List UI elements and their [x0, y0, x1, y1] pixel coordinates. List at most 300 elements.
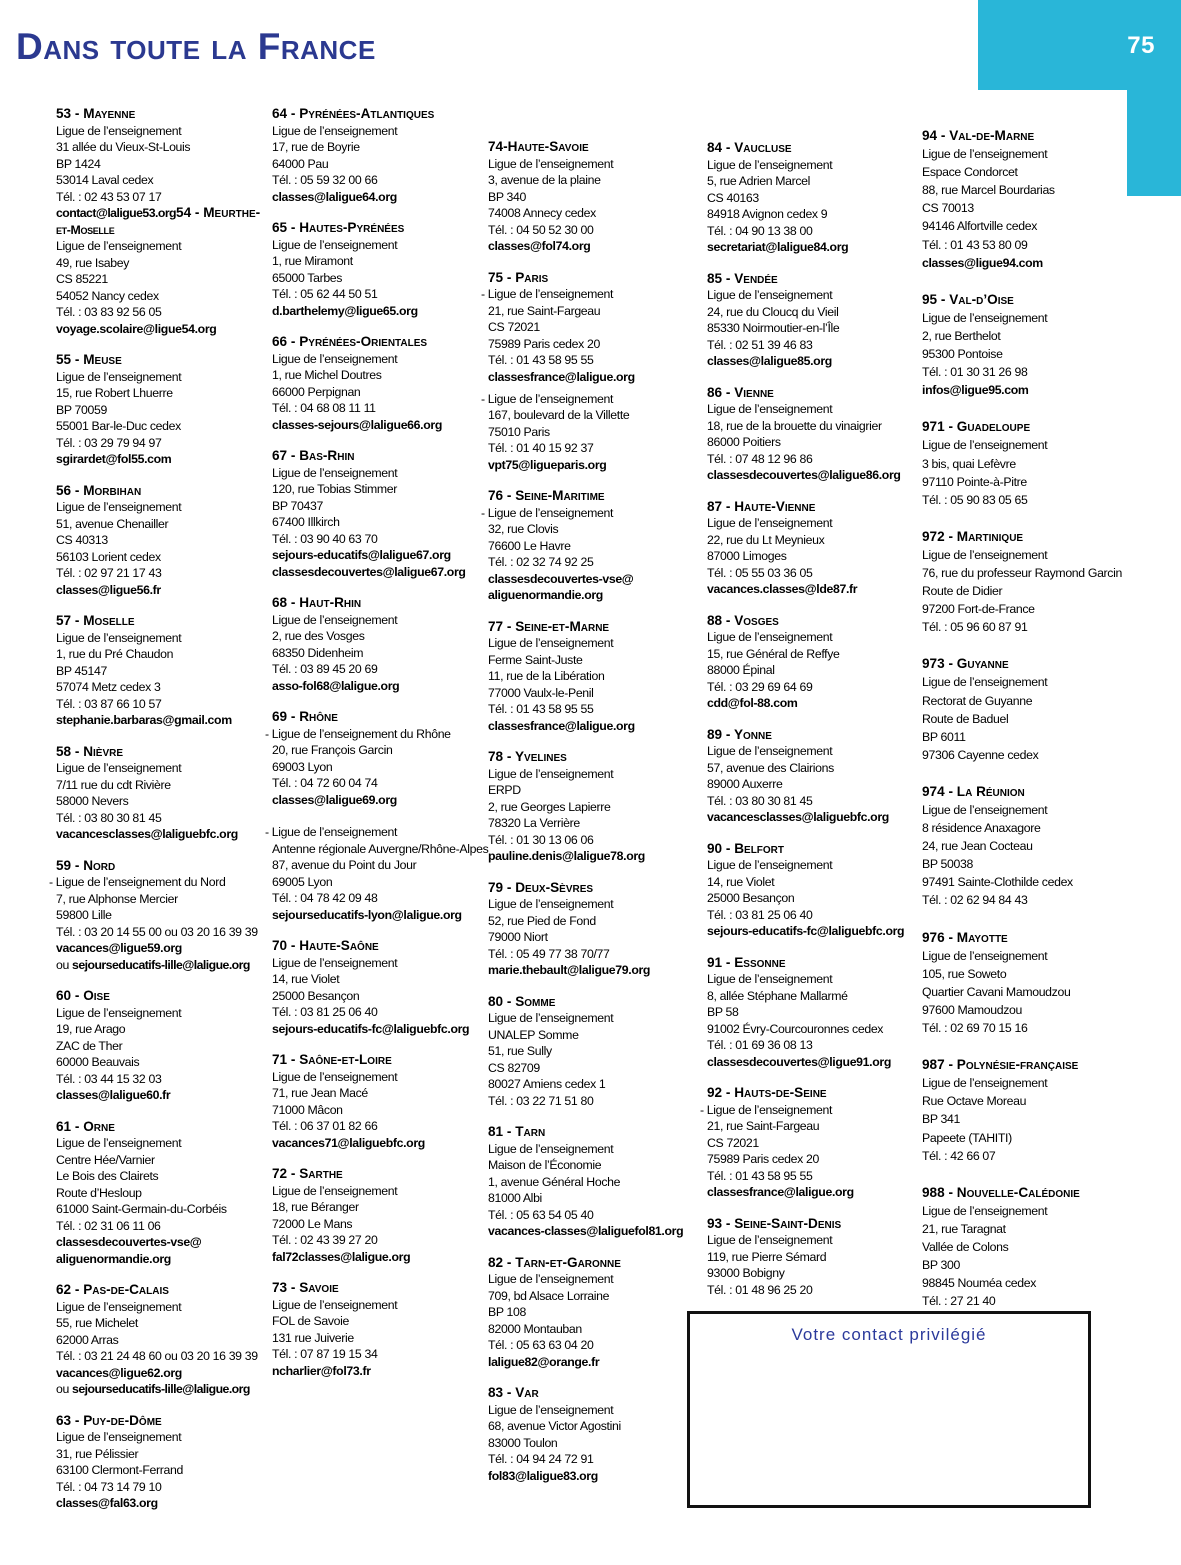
directory-entry [922, 783, 1135, 910]
directory-entry [700, 1085, 920, 1201]
entry-line: FOL de Savoie [272, 1314, 350, 1328]
entry-line: UNALEP Somme [488, 1027, 579, 1042]
entry-line: Ligue de l’enseignement [922, 675, 1048, 690]
entry-title: 971 - Guadeloupe [922, 419, 1031, 435]
entry-line: classesdecouvertes-vse@ [56, 1235, 202, 1249]
entry-line: 85330 Noirmoutier-en-l’Île [707, 321, 840, 335]
entry-line: 8 résidence Anaxagore [922, 821, 1041, 836]
entry-line: 97306 Cayenne cedex [922, 747, 1039, 762]
entry-line: vacancesclasses@laliguebfc.org [56, 827, 238, 841]
entry-line: classes@laligue85.org [707, 354, 832, 368]
entry-line: Tél. : 02 43 39 27 20 [272, 1233, 378, 1247]
entry-title: 88 - Vosges [707, 612, 779, 628]
entry-line: 2, rue Berthelot [922, 328, 1001, 343]
entry-title: 80 - Somme [488, 993, 556, 1009]
entry-line: 1, rue Miramont [272, 254, 353, 268]
directory-entry [922, 418, 1135, 508]
entry-line: sejourseducatifs-lyon@laligue.org [272, 907, 462, 922]
entry-line: 31, rue Pélissier [56, 1446, 139, 1461]
directory-entry [488, 994, 701, 1110]
entry-line: Ligue de l’enseignement [922, 438, 1048, 453]
entry-title: 57 - Moselle [56, 613, 135, 628]
entry-line: vacancesclasses@laliguebfc.org [707, 810, 889, 824]
entry-line: ERPD [488, 783, 521, 798]
entry-line: BP 50038 [922, 857, 973, 872]
directory-entry [56, 106, 269, 337]
entry-line: classes@laligue60.fr [56, 1088, 171, 1102]
directory-entry [56, 988, 269, 1104]
entry-line: Tél. : 03 87 66 10 57 [56, 696, 162, 711]
entry-line: Tél. : 03 29 69 64 69 [707, 679, 813, 694]
entry-line: - Ligue de l’enseignement [481, 287, 614, 301]
entry-title: 81 - Tarn [488, 1124, 546, 1140]
entry-line: vacances-classes@laliguefol81.org [488, 1224, 684, 1239]
entry-line: Ligue de l’enseignement [707, 1233, 833, 1247]
entry-title: 987 - Polynésie-française [922, 1057, 1079, 1073]
entry-line: Tél. : 03 20 14 55 00 ou 03 20 16 39 39 [56, 924, 258, 939]
directory-entry [272, 334, 485, 433]
entry-line: BP 6011 [922, 729, 966, 744]
entry-line: Ligue de l’enseignement [56, 761, 182, 775]
entry-line: Ligue de l’enseignement [272, 1297, 398, 1312]
entry-line: CS 72021 [707, 1135, 759, 1150]
entry-line: Tél. : 07 87 19 15 34 [272, 1347, 378, 1361]
entry-line: Ligue de l’enseignement [56, 1136, 182, 1150]
entry-line: - Ligue de l’enseignement du Rhône [265, 726, 451, 741]
entry-line: CS 70013 [922, 201, 974, 216]
directory-entry [707, 385, 920, 484]
entry-line [56, 957, 269, 974]
entry-line: Tél. : 05 96 60 87 91 [922, 620, 1028, 635]
contact-box [687, 1311, 1091, 1508]
entry-line: 1, avenue Général Hoche [488, 1174, 621, 1189]
entry-title: 988 - Nouvelle-Calédonie [922, 1184, 1080, 1200]
entry-line: Tél. : 04 50 52 30 00 [488, 222, 594, 237]
entry-line: Tél. : 04 78 42 09 48 [272, 891, 378, 905]
entry-line: Tél. : 01 43 58 95 55 [488, 702, 594, 717]
entry-title: 84 - Vaucluse [707, 140, 792, 155]
entry-line: BP 58 [707, 1005, 739, 1019]
entry-title: 972 - Martinique [922, 528, 1024, 544]
entry-line: classesdecouvertes@ligue91.org [707, 1054, 891, 1069]
entry-title: 86 - Vienne [707, 384, 774, 400]
entry-line: Tél. : 01 40 15 92 37 [488, 441, 594, 456]
column-3 [481, 139, 701, 1499]
directory-entry [707, 1216, 920, 1299]
entry-line: classes@ligue56.fr [56, 582, 161, 597]
entry-line: 24, rue du Cloucq du Vieil [707, 304, 839, 319]
entry-line: 69003 Lyon [272, 759, 333, 774]
entry-line: Tél. : 42 66 07 [922, 1148, 996, 1163]
entry-line: 19, rue Arago [56, 1022, 126, 1036]
entry-line: 88, rue Marcel Bourdarias [922, 183, 1055, 198]
entry-line: 88000 Épinal [707, 663, 775, 677]
entry-line: 61000 Saint-Germain-du-Corbéis [56, 1202, 227, 1216]
entry-line: 51, avenue Chenailler [56, 516, 169, 531]
entry-title: 61 - Orne [56, 1118, 115, 1134]
directory-entry [481, 488, 701, 604]
entry-line: 75989 Paris cedex 20 [488, 336, 600, 351]
entry-title: 94 - Val-de-Marne [922, 128, 1035, 143]
entry-line: stephanie.barbaras@gmail.com [56, 713, 232, 727]
entry-line: Tél. : 02 69 70 15 16 [922, 1021, 1028, 1036]
entry-line: 80027 Amiens cedex 1 [488, 1077, 606, 1092]
entry-line: Tél. : 27 21 40 [922, 1294, 996, 1309]
entry-line: 21, rue Saint-Fargeau [488, 303, 601, 318]
entry-line: Tél. : 05 55 03 36 05 [707, 565, 813, 580]
entry-line: 14, rue Violet [707, 874, 775, 889]
entry-line: Tél. : 03 81 25 06 40 [272, 1005, 378, 1019]
entry-title: 82 - Tarn-et-Garonne [488, 1254, 621, 1270]
entry-line: vacances@ligue62.org [56, 1365, 182, 1380]
entry-title: 65 - Hautes-Pyrénées [272, 220, 405, 235]
entry-line: 25000 Besançon [272, 988, 360, 1003]
entry-line: 21, rue Saint-Fargeau [707, 1119, 820, 1133]
directory-entry [922, 1184, 1135, 1311]
entry-line [56, 205, 269, 222]
entry-line: Ligue de l’enseignement [707, 402, 833, 416]
directory-entry [481, 269, 701, 474]
entry-line: Tél. : 03 90 40 63 70 [272, 531, 378, 546]
directory-entry [272, 938, 485, 1037]
entry-line: 97491 Sainte-Clothilde cedex [922, 875, 1073, 890]
entry-line: 74008 Annecy cedex [488, 206, 596, 220]
directory-entry [56, 1282, 269, 1398]
entry-line: 87000 Limoges [707, 549, 787, 563]
directory-entry [272, 448, 485, 580]
entry-line: BP 108 [488, 1305, 527, 1320]
entry-line: 1, rue du Pré Chaudon [56, 647, 174, 661]
column-5 [922, 127, 1135, 1329]
entry-line: Ligue de l’enseignement [488, 1272, 614, 1287]
entry-line: CS 72021 [488, 320, 540, 334]
entry-line: 76, rue du professeur Raymond Garcin [922, 565, 1122, 580]
entry-line: asso-fol68@laligue.org [272, 678, 400, 693]
directory-entry [922, 127, 1135, 272]
entry-line: ncharlier@fol73.fr [272, 1363, 371, 1378]
entry-line: BP 70437 [272, 498, 323, 513]
inline-text: sejourseducatifs-lille@laligue.org [72, 957, 250, 972]
entry-line: Tél. : 02 43 53 07 17 [56, 189, 162, 204]
entry-line: 24, rue Jean Cocteau [922, 839, 1033, 854]
directory-entry [707, 140, 920, 256]
entry-line: Ligue de l’enseignement [56, 123, 182, 138]
entry-line: 11, rue de la Libération [488, 669, 605, 684]
entry-line: 94146 Alfortville cedex [922, 219, 1037, 234]
entry-title: 59 - Nord [56, 857, 116, 873]
entry-title: 79 - Deux-Sèvres [488, 879, 594, 895]
entry-line: Tél. : 02 32 74 92 25 [488, 555, 594, 570]
entry-line: Tél. : 05 63 63 04 20 [488, 1338, 594, 1353]
entry-line: 105, rue Soweto [922, 966, 1007, 981]
entry-line: Ligue de l’enseignement [56, 1299, 182, 1314]
entry-line: 2, rue des Vosges [272, 629, 365, 643]
entry-line: Tél. : 03 22 71 51 80 [488, 1093, 594, 1108]
inline-text: contact@laligue53.org [56, 206, 177, 220]
entry-line: 18, rue Béranger [272, 1200, 359, 1214]
directory-entry [265, 709, 489, 923]
entry-line: 65000 Tarbes [272, 270, 343, 285]
entry-line: Tél. : 01 48 96 25 20 [707, 1282, 813, 1297]
entry-line: Tél. : 03 80 30 81 45 [56, 810, 162, 825]
entry-title: 91 - Essonne [707, 954, 786, 970]
entry-line: laligue82@orange.fr [488, 1354, 600, 1369]
entry-line: Tél. : 01 30 31 26 98 [922, 365, 1028, 380]
entry-line: Ligue de l’enseignement [56, 630, 182, 645]
entry-line: cdd@fol-88.com [707, 696, 798, 710]
directory-entry [56, 744, 269, 843]
directory-entry [56, 1119, 269, 1268]
page-title: Dans toute la France [16, 26, 376, 67]
entry-line: ZAC de Ther [56, 1038, 123, 1053]
entry-title: 64 - Pyrénées-Atlantiques [272, 106, 435, 121]
entry-line: 8, allée Stéphane Mallarmé [707, 988, 848, 1003]
entry-line: Tél. : 05 90 83 05 65 [922, 492, 1028, 507]
entry-line: BP 341 [922, 1112, 961, 1127]
directory-entry [272, 1280, 485, 1379]
entry-line: 68350 Didenheim [272, 645, 364, 660]
entry-line: 72000 Le Mans [272, 1216, 353, 1231]
entry-line: 32, rue Clovis [488, 522, 559, 537]
entry-line: classesfrance@laligue.org [488, 369, 635, 384]
entry-line: sgirardet@fol55.com [56, 452, 172, 466]
entry-line: sejours-educatifs-fc@laliguebfc.org [707, 924, 905, 938]
entry-line: classes-sejours@laligue66.org [272, 417, 442, 432]
entry-line: Tél. : 03 89 45 20 69 [272, 662, 378, 676]
contact-box-label: Votre contact privilégié [791, 1325, 987, 1344]
entry-title: 83 - Var [488, 1385, 539, 1401]
entry-line: Ligue de l’enseignement [707, 972, 833, 986]
entry-line: 68, avenue Victor Agostini [488, 1419, 621, 1434]
entry-title: 75 - Paris [488, 269, 549, 285]
entry-line [56, 1381, 269, 1398]
entry-line: classesfrance@laligue.org [488, 718, 635, 733]
entry-line: 79000 Niort [488, 930, 548, 945]
entry-line: Tél. : 04 68 08 11 11 [272, 401, 376, 415]
entry-line: 1, rue Michel Doutres [272, 368, 382, 382]
entry-line: 67400 Illkirch [272, 515, 340, 529]
entry-line: 97600 Mamoudzou [922, 1002, 1023, 1017]
entry-line: 54052 Nancy cedex [56, 288, 159, 303]
entry-title: 62 - Pas-de-Calais [56, 1282, 169, 1297]
entry-line: 7, rue Alphonse Mercier [56, 891, 178, 906]
entry-line: pauline.denis@laligue78.org [488, 849, 645, 864]
directory-entry [488, 880, 701, 979]
entry-line: 17, rue de Boyrie [272, 140, 360, 154]
entry-line: 98845 Nouméa cedex [922, 1276, 1037, 1291]
entry-line: 2, rue Georges Lapierre [488, 799, 611, 814]
entry-title: 68 - Haut-Rhin [272, 595, 362, 610]
directory-entry [488, 1255, 701, 1371]
entry-line: 7/11 rue du cdt Rivière [56, 777, 171, 792]
directory-entry [272, 595, 485, 694]
directory-entry [56, 613, 269, 729]
entry-line: Tél. : 05 63 54 05 40 [488, 1207, 594, 1222]
entry-line: 14, rue Violet [272, 972, 340, 986]
entry-line: Papeete (TAHITI) [922, 1130, 1012, 1145]
corner-band-tail [1127, 0, 1181, 196]
directory-entry [707, 841, 920, 940]
entry-line: Route d’Hesloup [56, 1185, 142, 1200]
entry-title: 66 - Pyrénées-Orientales [272, 334, 428, 349]
entry-line: 53014 Laval cedex [56, 173, 154, 187]
entry-title: 93 - Seine-Saint-Denis [707, 1215, 842, 1231]
entry-line: Ligue de l’enseignement [56, 239, 182, 253]
directory-entry [707, 499, 920, 598]
entry-line: 91002 Évry-Courcouronnes cedex [707, 1021, 884, 1036]
directory-entry [922, 655, 1135, 764]
inline-text: ou [56, 1382, 73, 1396]
entry-line: 55, rue Michelet [56, 1316, 138, 1330]
entry-line: BP 70059 [56, 402, 107, 417]
entry-line: fol83@laligue83.org [488, 1468, 598, 1483]
entry-line: Ligue de l’enseignement [272, 237, 398, 252]
entry-line: Ligue de l’enseignement [707, 157, 833, 172]
entry-line: Ligue de l’enseignement [488, 1141, 614, 1156]
entry-line: Tél. : 02 97 21 17 43 [56, 566, 162, 580]
entry-line: Route de Baduel [922, 711, 1009, 726]
entry-line: BP 300 [922, 1258, 961, 1273]
entry-line: Ligue de l’enseignement [488, 156, 614, 171]
entry-line: 66000 Perpignan [272, 384, 361, 399]
entry-title: 90 - Belfort [707, 840, 785, 856]
entry-title: 60 - Oise [56, 988, 110, 1003]
entry-title: 976 - Mayotte [922, 929, 1008, 945]
entry-title: 71 - Saône-et-Loire [272, 1052, 392, 1067]
entry-line: classes@fol74.org [488, 239, 591, 253]
entry-line: 87, avenue du Point du Jour [272, 858, 417, 872]
entry-line: CS 40163 [707, 190, 759, 205]
entry-title: 95 - Val-d’Oise [922, 291, 1014, 307]
entry-line: Ligue de l’enseignement [707, 516, 833, 530]
entry-line: Ligue de l’enseignement [922, 1203, 1048, 1218]
entry-line: 56103 Lorient cedex [56, 549, 161, 564]
entry-line: Ligue de l’enseignement [56, 369, 182, 384]
entry-line: Ligue de l’enseignement [272, 955, 398, 970]
entry-line: Tél. : 01 43 58 95 55 [488, 353, 594, 367]
directory-entry [922, 929, 1135, 1038]
entry-title: 58 - Nièvre [56, 743, 124, 759]
entry-line: 64000 Pau [272, 156, 329, 171]
entry-line: 82000 Montauban [488, 1321, 582, 1336]
entry-title: 85 - Vendée [707, 270, 778, 286]
entry-line: Tél. : 03 44 15 32 03 [56, 1071, 162, 1086]
entry-line: 69005 Lyon [272, 874, 333, 889]
entry-line: Tél. : 03 83 92 56 05 [56, 305, 162, 319]
entry-line: Tél. : 03 81 25 06 40 [707, 907, 813, 922]
entry-line: 3 bis, quai Lefèvre [922, 456, 1016, 471]
entry-line: Ligue de l’enseignement [922, 803, 1048, 817]
entry-line: Ferme Saint-Juste [488, 652, 583, 667]
entry-line: sejours-educatifs@laligue67.org [272, 548, 451, 562]
entry-line: classes@laligue69.org [272, 792, 397, 807]
directory-entry [488, 619, 701, 735]
entry-line: 78320 La Verrière [488, 816, 580, 831]
entry-line: Ligue de l’enseignement [707, 630, 833, 644]
entry-line: 18, rue de la brouette du vinaigrier [707, 418, 882, 433]
entry-line: Tél. : 01 30 13 06 06 [488, 832, 594, 847]
entry-line: BP 45147 [56, 663, 107, 678]
entry-line: 95300 Pontoise [922, 347, 1003, 362]
entry-line: Tél. : 02 31 06 11 06 [56, 1218, 161, 1233]
entry-line: CS 85221 [56, 272, 108, 286]
entry-line: 71, rue Jean Macé [272, 1086, 368, 1100]
entry-line: Tél. : 01 69 36 08 13 [707, 1038, 813, 1052]
entry-line: Tél. : 06 37 01 82 66 [272, 1119, 378, 1133]
entry-line: Rue Octave Moreau [922, 1094, 1027, 1109]
entry-line: 75989 Paris cedex 20 [707, 1152, 819, 1166]
entry-line: Ligue de l’enseignement [272, 1183, 398, 1198]
entry-line: 84918 Avignon cedex 9 [707, 207, 828, 221]
entry-spacer [272, 808, 273, 824]
directory-entry [707, 613, 920, 712]
entry-line: 63100 Clermont-Ferrand [56, 1463, 183, 1477]
directory-entry [49, 857, 269, 974]
entry-line: 59800 Lille [56, 908, 112, 922]
directory-entry [272, 220, 485, 319]
entry-line: CS 82709 [488, 1060, 540, 1075]
entry-line: Tél. : 07 48 12 96 86 [707, 451, 813, 466]
entry-line: 120, rue Tobias Stimmer [272, 482, 397, 496]
entry-line: Ligue de l’enseignement [272, 123, 398, 138]
directory-entry [272, 1166, 485, 1265]
entry-line: Ligue de l’enseignement [488, 1011, 614, 1026]
entry-line: Ligue de l’enseignement [488, 1402, 614, 1417]
entry-line: classesdecouvertes@laligue67.org [272, 564, 466, 579]
entry-line: Route de Didier [922, 584, 1003, 599]
entry-line: Tél. : 02 51 39 46 83 [707, 337, 813, 352]
entry-line: Ligue de l’enseignement [922, 547, 1048, 562]
entry-line: 86000 Poitiers [707, 435, 781, 449]
entry-line: Centre Hée/Varnier [56, 1152, 155, 1167]
column-4 [700, 140, 920, 1313]
entry-title: 89 - Yonne [707, 726, 772, 742]
entry-line: classesfrance@laligue.org [707, 1185, 854, 1199]
entry-line: Ligue de l’enseignement [272, 351, 398, 366]
entry-title: 74-Haute-Savoie [488, 139, 589, 154]
entry-title: 973 - Guyanne [922, 656, 1009, 672]
entry-line: 62000 Arras [56, 1332, 119, 1347]
directory-entry [707, 955, 920, 1071]
entry-line: Le Bois des Clairets [56, 1169, 159, 1183]
entry-line: et-Moselle [56, 222, 115, 237]
entry-line: 60000 Beauvais [56, 1055, 140, 1069]
entry-line: Espace Condorcet [922, 165, 1018, 180]
column-2 [265, 106, 489, 1394]
entry-line: - Ligue de l’enseignement [481, 391, 614, 406]
entry-line: 71000 Mâcon [272, 1102, 343, 1117]
entry-line: Tél. : 03 29 79 94 97 [56, 435, 162, 450]
entry-line: classes@ligue94.com [922, 255, 1043, 270]
entry-line: 25000 Besançon [707, 891, 795, 905]
entry-line: 97200 Fort-de-France [922, 602, 1035, 617]
entry-title: 77 - Seine-et-Marne [488, 618, 610, 634]
entry-line: 119, rue Pierre Sémard [707, 1249, 827, 1264]
entry-line: Ligue de l’enseignement [922, 948, 1048, 963]
entry-line: classesdecouvertes-vse@ [488, 571, 634, 586]
entry-line: 55001 Bar-le-Duc cedex [56, 419, 181, 433]
entry-line: - Ligue de l’enseignement [700, 1102, 833, 1117]
entry-line: vacances@ligue59.org [56, 941, 182, 955]
entry-line: 5, rue Adrien Marcel [707, 174, 811, 188]
inline-text: sejourseducatifs-lille@laligue.org [72, 1382, 250, 1396]
inline-text: ou [56, 957, 73, 972]
entry-title: 72 - Sarthe [272, 1166, 343, 1181]
entry-line: Tél. : 01 43 58 95 55 [707, 1168, 813, 1183]
entry-line: vacances71@laliguebfc.org [272, 1135, 425, 1150]
entry-line: 709, bd Alsace Lorraine [488, 1288, 610, 1303]
entry-line: Vallée de Colons [922, 1239, 1009, 1254]
